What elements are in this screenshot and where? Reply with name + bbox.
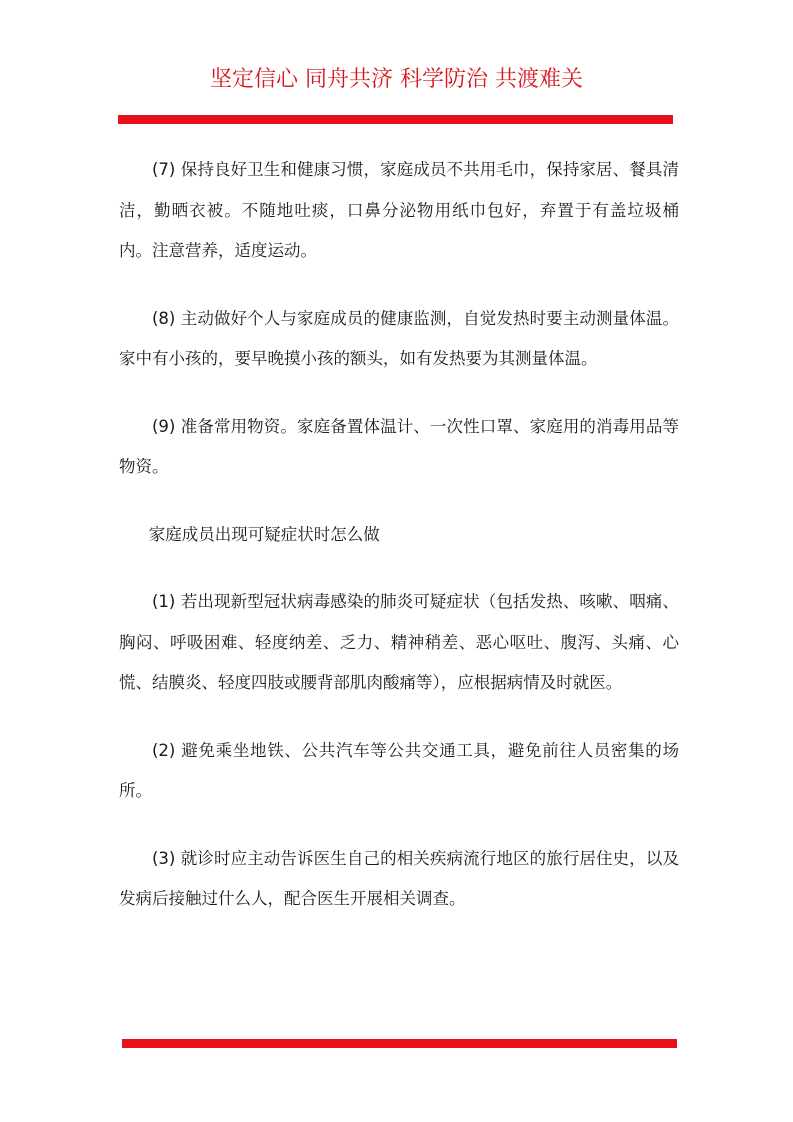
section-heading: 家庭成员出现可疑症状时怎么做: [148, 524, 380, 544]
bottom-divider: [122, 1039, 677, 1048]
paragraph-3: (3) 就诊时应主动告诉医生自己的相关疾病流行地区的旅行居住史，以及发病后接触过什么人，配合医生开展相关调查。: [119, 848, 679, 908]
document-body: [119, 150, 679, 947]
paragraph-8: (8) 主动做好个人与家庭成员的健康监测，自觉发热时要主动测量体温。家中有小孩的，要早晚摸小孩的额头，如有发热要为其测量体温。: [119, 308, 679, 368]
paragraph-9: (9) 准备常用物资。家庭备置体温计、一次性口罩、家庭用的消毒用品等物资。: [119, 416, 679, 476]
page-title: 坚定信心 同舟共济 科学防治 共渡难关: [210, 67, 583, 92]
paragraph-2: (2) 避免乘坐地铁、公共汽车等公共交通工具，避免前往人员密集的场所。: [119, 740, 679, 800]
paragraph-7: (7) 保持良好卫生和健康习惯，家庭成员不共用毛巾，保持家居、餐具清洁，勤晒衣被。不随地吐痰，口鼻分泌物用纸巾包好，弃置于有盖垃圾桶内。注意营养，适度运动。: [119, 160, 679, 260]
top-divider: [118, 115, 673, 124]
paragraph-1: (1) 若出现新型冠状病毒感染的肺炎可疑症状（包括发热、咳嗽、咽痛、胸闷、呼吸困难、轻度纳差、乏力、精神稍差、恶心呕吐、腹泻、头痛、心慌、结膜炎、轻度四肢或腰背部肌肉酸痛等），应根据病情及时就医。: [119, 592, 679, 692]
